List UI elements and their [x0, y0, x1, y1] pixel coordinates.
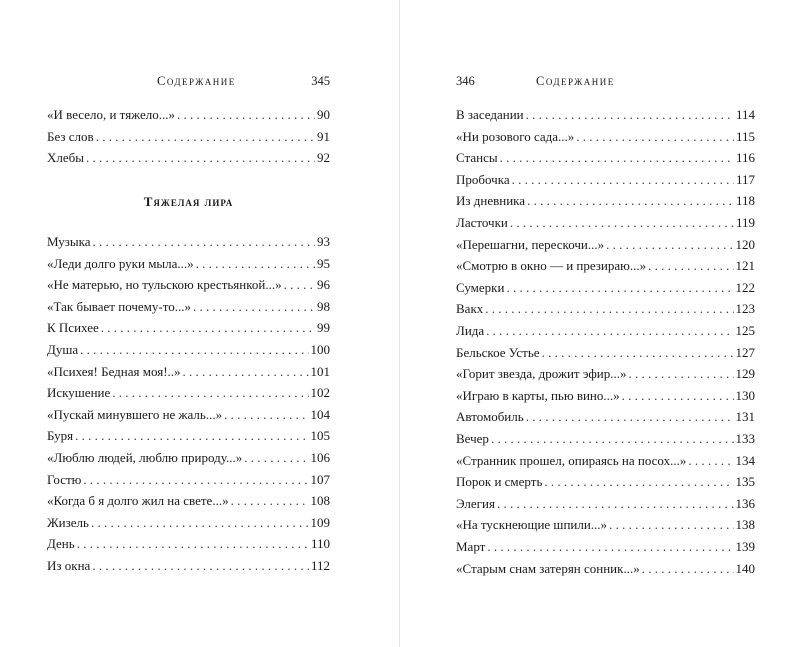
dot-leader — [487, 538, 733, 556]
toc-entry-page-number: 91 — [317, 128, 330, 144]
toc-entry-title: «Так бывает почему-то...» — [47, 298, 191, 314]
toc-entry-page-number: 129 — [735, 366, 755, 382]
toc-entry-title: «Леди долго руки мыла...» — [47, 255, 194, 271]
toc-entry-page-number: 125 — [735, 323, 755, 338]
toc-entry — [456, 171, 755, 189]
toc-entry-page-number: 101 — [310, 363, 330, 379]
toc-entry-title: Вечер — [456, 431, 489, 446]
toc-entry — [47, 427, 330, 445]
toc-entry — [47, 233, 330, 251]
toc-entry-page-number: 140 — [735, 560, 755, 576]
toc-entry-page-number: 98 — [317, 298, 330, 314]
toc-entry — [47, 514, 330, 532]
dot-leader — [544, 473, 733, 491]
toc-entry-page-number: 105 — [310, 428, 330, 444]
toc-entry-title: «Странник прошел, опираясь на посох...» — [456, 452, 687, 468]
toc-entry-title: Пробочка — [456, 171, 510, 187]
toc-entry-page-number: 135 — [735, 474, 755, 490]
toc-entry-title: В заседании — [456, 107, 524, 122]
toc-entry-title: Элегия — [456, 495, 495, 511]
toc-entry-page-number: 118 — [735, 193, 755, 209]
dot-leader — [96, 128, 315, 146]
toc-entry-title: «На тускнеющие шпили...» — [456, 517, 608, 533]
dot-leader — [80, 341, 308, 359]
dot-leader — [86, 149, 315, 167]
dot-leader — [628, 365, 733, 383]
toc-entry — [47, 471, 330, 489]
toc-entry-title: «Перешагни, перескочи...» — [456, 236, 605, 252]
toc-entry — [456, 344, 755, 362]
toc-entry-title: «Ни розового сада...» — [456, 128, 575, 144]
toc-entry-title: «Психея! Бедная моя!..» — [47, 363, 181, 379]
toc-entry-page-number: 95 — [317, 255, 330, 271]
dot-leader — [93, 233, 316, 251]
toc-entry — [47, 128, 330, 146]
dot-leader — [648, 257, 733, 275]
dot-leader — [177, 106, 315, 124]
toc-entry-title: «Когда б я долго жил на свете...» — [47, 493, 229, 509]
toc-entry — [47, 557, 330, 575]
dot-leader — [77, 535, 309, 553]
toc-entry — [47, 106, 330, 124]
dot-leader — [485, 300, 733, 318]
toc-entry-title: «Не матерью, но тульскою крестьянкой...» — [47, 277, 282, 293]
toc-entry-page-number: 120 — [735, 236, 755, 252]
toc-entry — [47, 149, 330, 167]
toc-entry-page-number: 127 — [735, 344, 755, 360]
toc-entry — [456, 214, 755, 232]
left-page — [0, 0, 399, 647]
toc-entry-title: Из окна — [47, 558, 91, 573]
dot-leader — [622, 387, 734, 405]
toc-entry — [456, 538, 755, 556]
toc-entry — [47, 298, 330, 316]
dot-leader — [244, 449, 308, 467]
toc-entry-title: Бельское Устье — [456, 344, 540, 360]
dot-leader — [510, 214, 734, 232]
dot-leader — [92, 557, 309, 575]
toc-entry — [47, 449, 330, 467]
toc-entry — [456, 516, 755, 534]
dot-leader — [512, 171, 734, 189]
toc-entry-page-number: 130 — [735, 387, 755, 403]
toc-entry — [456, 560, 755, 578]
dot-leader — [101, 319, 315, 337]
toc-entry-page-number: 106 — [310, 450, 330, 465]
dot-leader — [576, 128, 734, 146]
toc-entry-title: «Люблю людей, люблю природу...» — [47, 450, 243, 465]
dot-leader — [526, 106, 734, 124]
toc-entry — [456, 322, 755, 340]
toc-entry-page-number: 121 — [735, 258, 755, 274]
toc-entry-title: Искушение — [47, 385, 111, 401]
toc-entry-title: Сумерки — [456, 279, 505, 295]
toc-entry-page-number: 96 — [317, 277, 330, 293]
dot-leader — [183, 363, 309, 381]
dot-leader — [491, 430, 734, 448]
dot-leader — [606, 236, 733, 254]
toc-entry-title: Порок и смерть — [456, 474, 543, 490]
toc-entry-title: Душа — [47, 342, 79, 357]
toc-entry-page-number: 107 — [310, 471, 330, 487]
toc-entry — [456, 495, 755, 513]
toc-entry-page-number: 102 — [310, 385, 330, 401]
dot-leader — [506, 279, 733, 297]
dot-leader — [609, 516, 733, 534]
toc-entry — [456, 192, 755, 210]
toc-entry — [47, 384, 330, 402]
toc-entry — [47, 319, 330, 337]
dot-leader — [500, 149, 734, 167]
section-heading: Тяжелая лира — [143, 194, 234, 209]
toc-entry-title: Март — [456, 539, 486, 554]
dot-leader — [83, 471, 308, 489]
toc-entry-title: Лида — [456, 323, 485, 338]
toc-entry-page-number: 134 — [735, 452, 755, 468]
page-number: 345 — [311, 74, 330, 88]
toc-entry-title: Стансы — [456, 150, 498, 166]
toc-entry — [456, 236, 755, 254]
toc-entry-title: «Старым снам затерян сонник...» — [456, 560, 640, 576]
toc-entry — [47, 255, 330, 273]
running-head-title: Содержание — [157, 74, 236, 88]
toc-entry-page-number: 93 — [317, 234, 330, 249]
toc-entry — [456, 257, 755, 275]
toc-entry-page-number: 119 — [735, 215, 755, 230]
toc-entry-page-number: 109 — [310, 514, 330, 530]
toc-entry-title: К Психее — [47, 320, 99, 336]
toc-entry-page-number: 99 — [317, 320, 330, 336]
dot-leader — [688, 452, 733, 470]
running-head — [456, 73, 630, 89]
dot-leader — [642, 560, 734, 578]
toc-entry-page-number: 90 — [317, 107, 330, 122]
page-number: 346 — [456, 74, 475, 88]
toc-entry-page-number: 131 — [735, 409, 755, 425]
toc-entry-title: «Играю в карты, пью вино...» — [456, 387, 620, 403]
dot-leader — [231, 492, 309, 510]
toc-entry — [456, 106, 755, 124]
toc-entry-page-number: 116 — [735, 150, 755, 166]
toc-entry-title: Из дневника — [456, 193, 526, 209]
toc-entry-page-number: 115 — [735, 128, 755, 144]
toc-entry-page-number: 138 — [735, 517, 755, 533]
toc-entry-page-number: 136 — [735, 495, 755, 511]
toc-entry-page-number: 104 — [310, 406, 330, 422]
toc-entry-title: «Смотрю в окно — и презираю...» — [456, 258, 647, 274]
toc-entry-title: «И весело, и тяжело...» — [47, 107, 175, 122]
toc-entry — [456, 365, 755, 383]
toc-entry — [456, 387, 755, 405]
toc-entry-title: Гостю — [47, 471, 82, 487]
toc-entry-title: Жизель — [47, 514, 89, 530]
dot-leader — [527, 192, 734, 210]
dot-leader — [75, 427, 308, 445]
toc-entry-title: Хлебы — [47, 150, 84, 166]
toc-entry — [47, 341, 330, 359]
toc-entry-page-number: 110 — [310, 536, 330, 552]
toc-entry-title: Музыка — [47, 234, 91, 249]
running-head-title: Содержание — [536, 74, 615, 88]
toc-entry-title: День — [47, 536, 75, 552]
toc-entry-page-number: 100 — [310, 342, 330, 357]
toc-entry — [456, 300, 755, 318]
dot-leader — [224, 406, 308, 424]
toc-entry — [47, 535, 330, 553]
toc-entry-page-number: 117 — [735, 171, 755, 187]
toc-entry-page-number: 123 — [735, 301, 755, 317]
dot-leader — [542, 344, 734, 362]
toc-entry — [456, 279, 755, 297]
toc-entry-page-number: 114 — [735, 107, 755, 122]
right-page — [400, 0, 800, 647]
dot-leader — [112, 384, 308, 402]
toc-entry — [47, 363, 330, 381]
toc-entry-page-number: 92 — [317, 150, 330, 166]
toc-entry-page-number: 122 — [735, 279, 755, 295]
toc-entry — [456, 149, 755, 167]
toc-entry-title: Автомобиль — [456, 409, 524, 425]
toc-entry-page-number: 108 — [310, 493, 330, 509]
dot-leader — [193, 298, 315, 316]
toc-entry — [47, 406, 330, 424]
running-head — [157, 73, 330, 89]
dot-leader — [497, 495, 734, 513]
toc-entry — [456, 128, 755, 146]
toc-entry-page-number: 112 — [310, 558, 330, 573]
toc-entry-title: Буря — [47, 428, 74, 444]
toc-entry — [456, 408, 755, 426]
toc-entry — [456, 473, 755, 491]
toc-entry — [47, 276, 330, 294]
toc-entry — [47, 492, 330, 510]
toc-entry — [456, 430, 755, 448]
toc-entry-title: Без слов — [47, 128, 94, 144]
toc-entry-title: Ласточки — [456, 215, 508, 230]
toc-entry-title: «Горит звезда, дрожит эфир...» — [456, 366, 627, 382]
toc-entry-page-number: 133 — [735, 431, 755, 446]
toc-entry — [456, 452, 755, 470]
dot-leader — [196, 255, 315, 273]
toc-entry-page-number: 139 — [735, 539, 755, 554]
toc-entry-title: Вакх — [456, 301, 484, 317]
toc-entry-title: «Пускай минувшего не жаль...» — [47, 406, 223, 422]
dot-leader — [526, 408, 734, 426]
dot-leader — [486, 322, 733, 340]
dot-leader — [91, 514, 309, 532]
dot-leader — [284, 276, 315, 294]
